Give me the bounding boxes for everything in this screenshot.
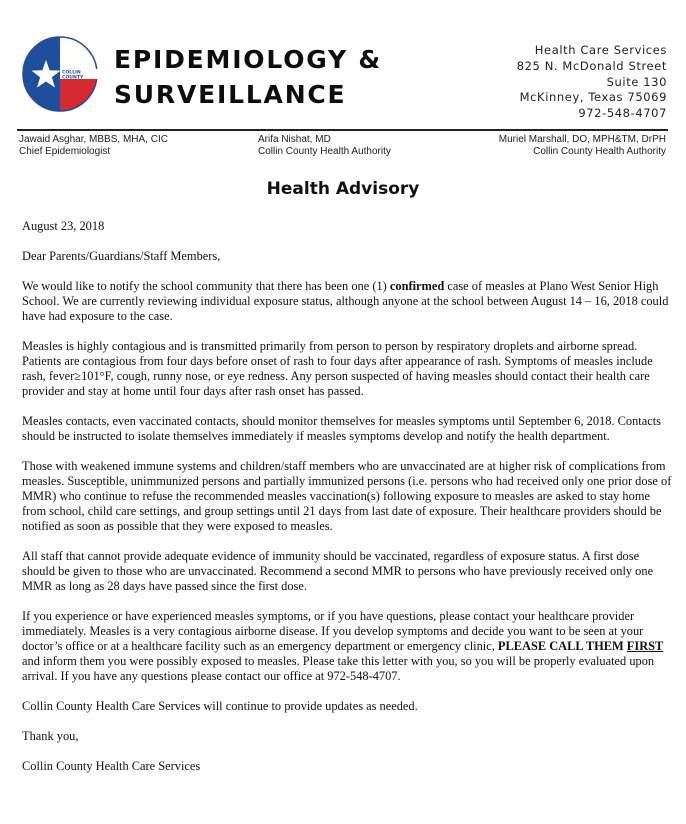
address-line-suite: Suite 130 — [606, 74, 667, 89]
letter-body — [22, 219, 672, 789]
letter-date: August 23, 2018 — [22, 219, 105, 233]
staff-name: Jawaid Asghar, MBBS, MHA, CIC — [19, 134, 168, 145]
staff-name: Muriel Marshall, DO, MPH&TM, DrPH — [498, 134, 666, 145]
page-title: Health Advisory — [266, 179, 420, 199]
logo-text-collin: COLLIN — [62, 70, 81, 76]
letter-salutation: Dear Parents/Guardians/Staff Members, — [22, 249, 221, 263]
letter-signature: Collin County Health Care Services — [22, 759, 201, 773]
p6-please-call: PLEASE CALL THEM — [497, 639, 627, 653]
paragraph-vaccination: All staff that cannot provide adequate evidence of immunity should be vaccinated, regardless of exposure status. A first dose should be given to those who are unvaccinated. Recommend a second MMR to persons who have previously received only one MMR as long as 28 days have passed since the first dose. — [22, 549, 654, 593]
staff-name: Arifa Nishat, MD — [258, 134, 331, 145]
address-line-street: 825 N. McDonald Street — [516, 58, 667, 73]
paragraph-case-notice — [22, 279, 672, 324]
staff-role: Chief Epidemiologist — [19, 146, 111, 157]
paragraph-transmission: Measles is highly contagious and is transmitted primarily from person to person by respiratory droplets and airborne spread. Patients are contagious from four days before onset of rash to four days after appearance of rash. Symptoms of measles include rash, fever≥101°F, cough, runny nose, or eye redness. Any person suspected of having measles should contact their health care provider and stay at home until four days after rash onset has passed. — [22, 339, 653, 398]
address-block — [447, 43, 667, 122]
title-line-2: SURVEILLANCE — [114, 80, 347, 109]
paragraph-monitoring: Measles contacts, even vaccinated contacts, should monitor themselves for measles symptoms until September 6, 2018. Contacts should be instructed to isolate themselves immediately if measles symptoms develop and notify the health department. — [22, 414, 662, 443]
address-line-department: Health Care Services — [534, 43, 667, 57]
staff-health-authority-2 — [499, 134, 666, 158]
paragraph-contact-instructions — [22, 609, 672, 684]
department-title — [114, 42, 382, 112]
staff-role: Collin County Health Authority — [533, 146, 666, 157]
staff-health-authority-1 — [258, 134, 391, 158]
staff-role: Collin County Health Authority — [258, 146, 391, 157]
p1-confirmed: confirmed — [389, 279, 445, 293]
paragraph-updates: Collin County Health Care Services will continue to provide updates as needed. — [22, 699, 418, 713]
p1-text-a: We would like to notify the school community that there has been one (1) — [22, 279, 390, 293]
paragraph-high-risk: Those with weakened immune systems and children/staff members who are unvaccinated are at higher risk of complications from measles. Susceptible, unimmunized persons and partially immunized persons (i.e. persons who had received only one prior dose of MMR) who continue to refuse the recommended measles vaccination(s) following exposure to measles are asked to stay home from school, child care settings, and group settings until 21 days from last date of exposure. Their healthcare providers should be notified as soon as possible that they were exposed to measles. — [22, 459, 672, 533]
header-divider — [17, 129, 668, 131]
address-line-city: McKinney, Texas 75069 — [519, 90, 667, 105]
collin-county-logo — [22, 36, 98, 112]
p6-text-a: If you experience or have experienced measles symptoms, or if you have questions, please contact your healthcare provider immediately. Measles is a very contagious airborne disease. If you develop symptoms and decide you want to be seen at your doctor’s office or at a healthcare facility such as an emergency department or emergency clinic, — [22, 609, 644, 653]
staff-epidemiologist — [19, 134, 168, 158]
p6-text-b: and inform them you were possibly exposed to measles. Please take this letter with you, so you will be properly evaluated upon arrival. If you have any questions please contact our office at 972-548-4707. — [22, 654, 655, 683]
logo-text-county: COUNTY — [62, 75, 84, 81]
texas-flag-seal-icon — [22, 36, 98, 112]
p6-first: FIRST — [626, 639, 664, 653]
address-line-phone: 972-548-4707 — [578, 106, 667, 121]
title-line-1: EPIDEMIOLOGY & — [114, 45, 383, 74]
letter-closing: Thank you, — [22, 729, 79, 743]
p1-text-b: case of measles at Plano West Senior High School. We are currently reviewing individual exposure status, although anyone at the school between August 14 – 16, 2018 could have had exposure to the case. — [22, 279, 669, 323]
